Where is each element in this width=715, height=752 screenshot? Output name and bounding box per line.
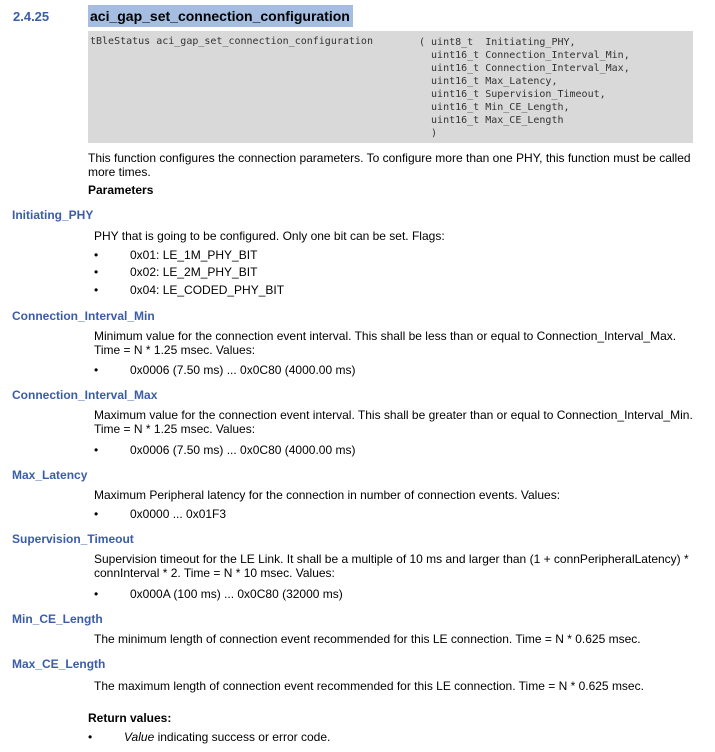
code-line: )	[419, 128, 438, 139]
bullet-text: 0x02: LE_2M_PHY_BIT	[130, 265, 258, 279]
param-description: Maximum value for the connection event interval. This shall be greater than or equal to Connection_Interval_Min. Time = N * 1.25 msec. Values:	[94, 408, 693, 436]
code-signature: tBleStatus aci_gap_set_connection_configuration	[90, 36, 373, 47]
param-name-connection-interval-max: Connection_Interval_Max	[12, 388, 158, 402]
return-values-heading: Return values:	[88, 711, 172, 725]
bullet-text: 0x04: LE_CODED_PHY_BIT	[130, 283, 285, 297]
bullet-glyph: •	[94, 248, 99, 262]
code-line: ( uint8_t Initiating_PHY,	[419, 37, 576, 48]
code-line: uint16_t Max_Latency,	[419, 76, 558, 87]
code-line: uint16_t Connection_Interval_Max,	[419, 63, 630, 74]
bullet-text: 0x0006 (7.50 ms) ... 0x0C80 (4000.00 ms)	[130, 443, 356, 457]
bullet-text: 0x01: LE_1M_PHY_BIT	[130, 248, 258, 262]
bullet-text: 0x0000 ... 0x01F3	[130, 507, 227, 521]
section-number: 2.4.25	[13, 9, 50, 24]
param-description: The minimum length of connection event recommended for this LE connection. Time = N * 0.625 msec.	[94, 632, 641, 646]
param-description: PHY that is going to be configured. Only one bit can be set. Flags:	[94, 229, 445, 243]
bullet-glyph: •	[94, 507, 99, 521]
param-name-initiating-phy: Initiating_PHY	[12, 208, 94, 222]
code-block	[88, 31, 693, 143]
param-name-min-ce-length: Min_CE_Length	[12, 612, 103, 626]
bullet-glyph: •	[94, 443, 99, 457]
bullet-text: 0x0006 (7.50 ms) ... 0x0C80 (4000.00 ms)	[130, 363, 356, 377]
bullet-glyph: •	[94, 265, 99, 279]
bullet-glyph: •	[94, 363, 99, 377]
return-bullet-text	[124, 730, 330, 744]
param-name-supervision-timeout: Supervision_Timeout	[12, 532, 134, 546]
section-title: aci_gap_set_connection_configuration	[88, 5, 353, 27]
code-line: uint16_t Min_CE_Length,	[419, 102, 570, 113]
code-line: uint16_t Connection_Interval_Min,	[419, 50, 630, 61]
param-name-max-latency: Max_Latency	[12, 468, 88, 482]
param-description: Maximum Peripheral latency for the connection in number of connection events. Values:	[94, 488, 561, 502]
param-description: The maximum length of connection event recommended for this LE connection. Time = N * 0.625 msec.	[94, 679, 644, 693]
param-name-max-ce-length: Max_CE_Length	[12, 657, 106, 671]
function-description: This function configures the connection parameters. To configure more than one PHY, this function must be called more times.	[88, 151, 691, 179]
param-description: Minimum value for the connection event interval. This shall be less than or equal to Connection_Interval_Max. Time = N * 1.25 msec. Values:	[94, 329, 677, 357]
param-description: Supervision timeout for the LE Link. It shall be a multiple of 10 ms and larger than (1 + connPeripheralLatency) * connInterval * 2. Time = N * 10 msec. Values:	[94, 552, 689, 580]
bullet-glyph: •	[88, 730, 93, 744]
bullet-glyph: •	[94, 587, 99, 601]
code-line: uint16_t Max_CE_Length	[419, 115, 564, 126]
code-params	[419, 36, 630, 140]
return-value-text: indicating success or error code.	[154, 730, 331, 744]
parameters-heading: Parameters	[88, 183, 154, 197]
bullet-text: 0x000A (100 ms) ... 0x0C80 (32000 ms)	[130, 587, 343, 601]
bullet-glyph: •	[94, 283, 99, 297]
param-name-connection-interval-min: Connection_Interval_Min	[12, 309, 155, 323]
code-line: uint16_t Supervision_Timeout,	[419, 89, 606, 100]
return-value-word: Value	[124, 730, 155, 744]
